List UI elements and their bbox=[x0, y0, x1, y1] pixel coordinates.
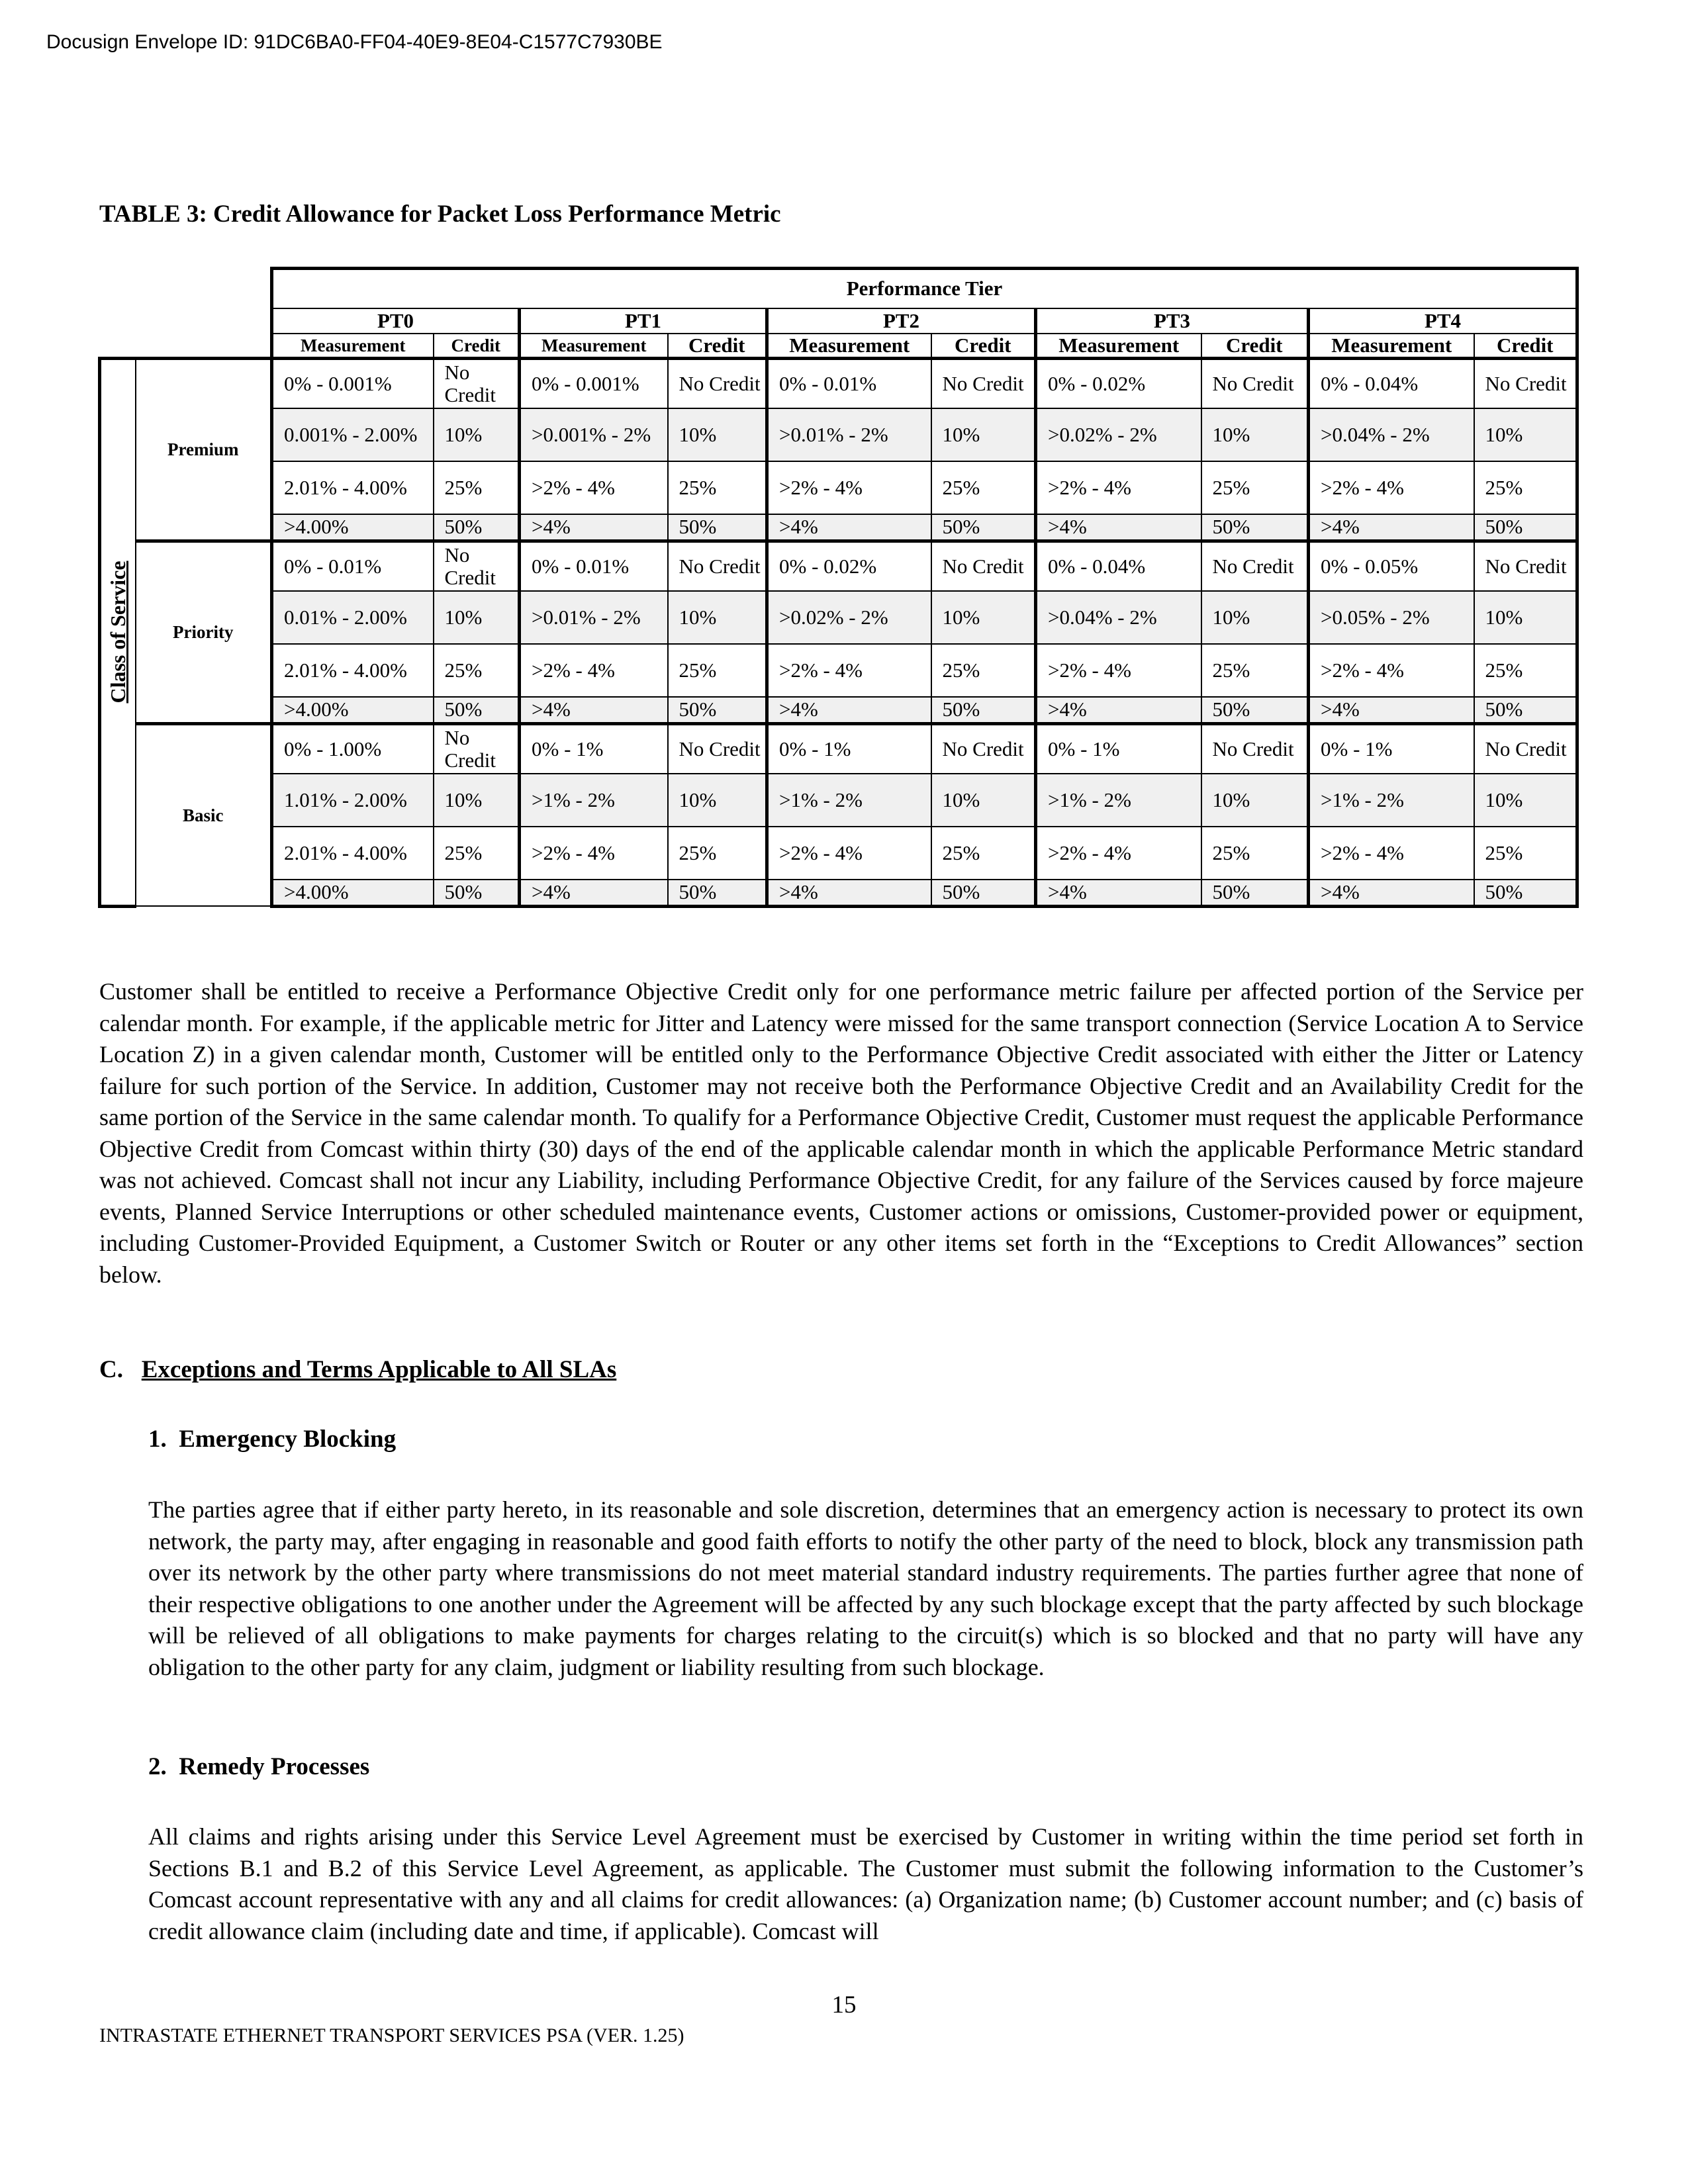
table-row bbox=[100, 358, 1577, 408]
credit-cell: 50% bbox=[1474, 880, 1577, 906]
measurement-cell: >1% - 2% bbox=[520, 774, 668, 827]
class-of-service-label bbox=[100, 358, 136, 906]
measurement-cell: 0% - 0.01% bbox=[272, 541, 434, 591]
measurement-cell: >4% bbox=[1036, 514, 1201, 541]
measurement-header: Measurement bbox=[272, 334, 434, 359]
measurement-cell: >2% - 4% bbox=[1036, 461, 1201, 514]
credit-cell: 50% bbox=[434, 880, 520, 906]
measurement-cell: >2% - 4% bbox=[520, 461, 668, 514]
credit-cell: 50% bbox=[1201, 880, 1309, 906]
credit-cell: 10% bbox=[668, 591, 767, 644]
measurement-cell: >0.01% - 2% bbox=[520, 591, 668, 644]
footer-document-name: INTRASTATE ETHERNET TRANSPORT SERVICES PSA (VER. 1.25) bbox=[99, 2025, 684, 2046]
measurement-cell: >2% - 4% bbox=[767, 644, 931, 697]
credit-cell: 10% bbox=[1201, 408, 1309, 461]
measurement-cell: 0% - 0.02% bbox=[1036, 358, 1201, 408]
emergency-blocking-heading bbox=[148, 1425, 396, 1454]
credit-cell: No Credit bbox=[434, 358, 520, 408]
credit-cell: 50% bbox=[1474, 697, 1577, 723]
measurement-cell: >0.04% - 2% bbox=[1309, 408, 1474, 461]
tier-header: PT3 bbox=[1036, 308, 1309, 334]
table-row bbox=[100, 697, 1577, 723]
class-name-priority: Priority bbox=[136, 541, 272, 723]
credit-header: Credit bbox=[931, 334, 1036, 359]
measurement-cell: 0% - 0.001% bbox=[272, 358, 434, 408]
measurement-cell: >4.00% bbox=[272, 514, 434, 541]
measurement-cell: 0% - 0.04% bbox=[1309, 358, 1474, 408]
credit-cell: 25% bbox=[434, 644, 520, 697]
credit-cell: 50% bbox=[434, 514, 520, 541]
credit-cell: No Credit bbox=[668, 541, 767, 591]
class-name-premium: Premium bbox=[136, 358, 272, 541]
measurement-cell: >4.00% bbox=[272, 697, 434, 723]
credit-cell: 25% bbox=[1474, 461, 1577, 514]
class-name-basic: Basic bbox=[136, 723, 272, 906]
credit-cell: 10% bbox=[1474, 591, 1577, 644]
measurement-cell: >2% - 4% bbox=[1036, 644, 1201, 697]
table-corner bbox=[100, 269, 272, 308]
table-row bbox=[100, 880, 1577, 906]
measurement-cell: 0% - 0.02% bbox=[767, 541, 931, 591]
credit-cell: 25% bbox=[1201, 827, 1309, 880]
credit-cell: 25% bbox=[1474, 644, 1577, 697]
credit-cell: 25% bbox=[668, 644, 767, 697]
remedy-processes-heading bbox=[148, 1752, 369, 1782]
credit-cell: No Credit bbox=[931, 358, 1036, 408]
credit-cell: No Credit bbox=[1201, 358, 1309, 408]
measurement-cell: >2% - 4% bbox=[520, 827, 668, 880]
measurement-cell: 0% - 0.01% bbox=[520, 541, 668, 591]
table-corner bbox=[100, 334, 272, 359]
measurement-cell: >4% bbox=[1036, 697, 1201, 723]
credit-header: Credit bbox=[1474, 334, 1577, 359]
credit-cell: 10% bbox=[931, 408, 1036, 461]
table-row bbox=[100, 514, 1577, 541]
credit-header: Credit bbox=[1201, 334, 1309, 359]
credit-cell: No Credit bbox=[668, 723, 767, 774]
measurement-cell: >2% - 4% bbox=[1309, 461, 1474, 514]
credit-cell: 10% bbox=[1474, 774, 1577, 827]
measurement-cell: >2% - 4% bbox=[1309, 827, 1474, 880]
measurement-cell: 0% - 0.01% bbox=[767, 358, 931, 408]
credit-cell: 25% bbox=[434, 827, 520, 880]
credit-cell: No Credit bbox=[931, 723, 1036, 774]
tier-header: PT0 bbox=[272, 308, 520, 334]
table-row bbox=[100, 461, 1577, 514]
table-row bbox=[100, 591, 1577, 644]
measurement-cell: >4% bbox=[1036, 880, 1201, 906]
tier-header: PT2 bbox=[767, 308, 1036, 334]
credit-cell: No Credit bbox=[931, 541, 1036, 591]
credit-cell: 25% bbox=[434, 461, 520, 514]
credit-cell: 10% bbox=[668, 774, 767, 827]
credit-cell: No Credit bbox=[1474, 723, 1577, 774]
measurement-header: Measurement bbox=[767, 334, 931, 359]
table-row bbox=[100, 774, 1577, 827]
measurement-cell: 0% - 0.001% bbox=[520, 358, 668, 408]
credit-allowance-table bbox=[98, 267, 1579, 908]
credit-cell: 10% bbox=[1201, 774, 1309, 827]
credit-cell: No Credit bbox=[1474, 541, 1577, 591]
measurement-cell: >4% bbox=[520, 514, 668, 541]
measurement-cell: >2% - 4% bbox=[767, 461, 931, 514]
measurement-header: Measurement bbox=[1309, 334, 1474, 359]
measurement-cell: 0% - 1% bbox=[1309, 723, 1474, 774]
credit-cell: No Credit bbox=[1201, 541, 1309, 591]
credit-cell: 25% bbox=[931, 461, 1036, 514]
credit-cell: 25% bbox=[1201, 461, 1309, 514]
performance-tier-header: Performance Tier bbox=[272, 269, 1577, 308]
emergency-blocking-paragraph: The parties agree that if either party hereto, in its reasonable and sole discretion, determines that an emergency action is necessary to protect its own network, the party may, after engaging in reasonable and good faith efforts to notify the other party of the need to block, block any transmission path over its network by the other party where transmissions do not meet material standard industry requirements. The parties further agree that none of their respective obligations to one another under the Agreement will be affected by any such blockage except that the party affected by such blockage will be relieved of all obligations to make payments for charges relating to the circuit(s) which is so blocked and that no party will have any obligation to the other party for any claim, judgment or liability resulting from such blockage. bbox=[148, 1496, 1583, 1680]
measurement-cell: >4% bbox=[767, 697, 931, 723]
table-row bbox=[100, 408, 1577, 461]
credit-cell: 50% bbox=[668, 514, 767, 541]
credit-header: Credit bbox=[434, 334, 520, 359]
table-title: TABLE 3: Credit Allowance for Packet Loss Performance Metric bbox=[99, 201, 781, 228]
tier-header: PT1 bbox=[520, 308, 767, 334]
measurement-cell: >1% - 2% bbox=[1309, 774, 1474, 827]
measurement-cell: 0% - 1% bbox=[1036, 723, 1201, 774]
measurement-header: Measurement bbox=[520, 334, 668, 359]
measurement-cell: 2.01% - 4.00% bbox=[272, 461, 434, 514]
measurement-cell: >4% bbox=[1309, 514, 1474, 541]
credit-cell: 25% bbox=[1201, 644, 1309, 697]
credit-cell: 50% bbox=[668, 880, 767, 906]
section-c-letter: C. bbox=[99, 1356, 123, 1383]
credit-cell: 50% bbox=[1201, 514, 1309, 541]
credit-cell: 50% bbox=[1474, 514, 1577, 541]
subsection-number: 2. bbox=[148, 1753, 167, 1780]
credit-cell: 25% bbox=[1474, 827, 1577, 880]
credit-cell: 10% bbox=[931, 591, 1036, 644]
measurement-cell: >2% - 4% bbox=[767, 827, 931, 880]
measurement-cell: >4% bbox=[520, 697, 668, 723]
credit-cell: 25% bbox=[668, 461, 767, 514]
credit-cell: 50% bbox=[931, 697, 1036, 723]
credit-cell: No Credit bbox=[434, 541, 520, 591]
envelope-id: Docusign Envelope ID: 91DC6BA0-FF04-40E9-8E04-C1577C7930BE bbox=[46, 31, 663, 53]
measurement-cell: >0.02% - 2% bbox=[1036, 408, 1201, 461]
credit-cell: No Credit bbox=[668, 358, 767, 408]
measurement-cell: 0.01% - 2.00% bbox=[272, 591, 434, 644]
credit-cell: No Credit bbox=[1474, 358, 1577, 408]
credit-cell: 50% bbox=[1201, 697, 1309, 723]
measurement-cell: >0.01% - 2% bbox=[767, 408, 931, 461]
credit-cell: 25% bbox=[668, 827, 767, 880]
page-number: 15 bbox=[831, 1991, 857, 2019]
credit-cell: No Credit bbox=[434, 723, 520, 774]
section-c-heading bbox=[99, 1355, 616, 1385]
measurement-cell: 0% - 1.00% bbox=[272, 723, 434, 774]
subsection-title: Remedy Processes bbox=[179, 1753, 370, 1780]
measurement-cell: >4% bbox=[767, 880, 931, 906]
measurement-cell: 2.01% - 4.00% bbox=[272, 827, 434, 880]
credit-cell: 25% bbox=[931, 827, 1036, 880]
measurement-cell: >2% - 4% bbox=[1309, 644, 1474, 697]
measurement-cell: >0.04% - 2% bbox=[1036, 591, 1201, 644]
measurement-header: Measurement bbox=[1036, 334, 1201, 359]
class-of-service-text: Class of Service bbox=[106, 561, 130, 704]
measurement-cell: 0% - 0.05% bbox=[1309, 541, 1474, 591]
subsection-title: Emergency Blocking bbox=[179, 1426, 397, 1453]
table-corner bbox=[100, 308, 272, 334]
credit-cell: 50% bbox=[668, 697, 767, 723]
measurement-cell: >2% - 4% bbox=[1036, 827, 1201, 880]
credit-header: Credit bbox=[668, 334, 767, 359]
measurement-cell: 0% - 1% bbox=[767, 723, 931, 774]
measurement-cell: >4% bbox=[520, 880, 668, 906]
section-c-title: Exceptions and Terms Applicable to All SLAs bbox=[141, 1356, 617, 1383]
measurement-cell: >1% - 2% bbox=[1036, 774, 1201, 827]
measurement-cell: >2% - 4% bbox=[520, 644, 668, 697]
table-row bbox=[100, 827, 1577, 880]
measurement-cell: >0.02% - 2% bbox=[767, 591, 931, 644]
tier-header: PT4 bbox=[1309, 308, 1577, 334]
credit-cell: 25% bbox=[931, 644, 1036, 697]
measurement-cell: 1.01% - 2.00% bbox=[272, 774, 434, 827]
credit-terms-paragraph: Customer shall be entitled to receive a Performance Objective Credit only for one performance metric failure per affected portion of the Service per calendar month. For example, if the applicable metric for Jitter and Latency were missed for the same transport connection (Service Location A to Service Location Z) in a given calendar month, Customer will be entitled only to the Performance Objective Credit associated with either the Jitter or Latency failure for such portion of the Service. In addition, Customer may not receive both the Performance Objective Credit and an Availability Credit for the same portion of the Service in the same calendar month. To qualify for a Performance Objective Credit, Customer must request the applicable Performance Objective Credit from Comcast within thirty (30) days of the end of the applicable calendar month in which the applicable Performance Metric standard was not achieved. Comcast shall not incur any Liability, including Performance Objective Credit, for any failure of the Services caused by force majeure events, Planned Service Interruptions or other scheduled maintenance events, Customer actions or omissions, Customer-provided power or equipment, including Customer-Provided Equipment, a Customer Switch or Router or any other items set forth in the “Exceptions to Credit Allowances” section below. bbox=[99, 978, 1583, 1288]
credit-cell: 50% bbox=[931, 514, 1036, 541]
measurement-cell: >0.001% - 2% bbox=[520, 408, 668, 461]
credit-cell: 10% bbox=[434, 408, 520, 461]
measurement-cell: >4% bbox=[1309, 697, 1474, 723]
credit-cell: 50% bbox=[434, 697, 520, 723]
credit-cell: No Credit bbox=[1201, 723, 1309, 774]
credit-cell: 50% bbox=[931, 880, 1036, 906]
credit-cell: 10% bbox=[1201, 591, 1309, 644]
measurement-cell: >4% bbox=[1309, 880, 1474, 906]
measurement-cell: 0% - 1% bbox=[520, 723, 668, 774]
remedy-processes-paragraph: All claims and rights arising under this Service Level Agreement must be exercised by Customer in writing within the time period set forth in Sections B.1 and B.2 of this Service Level Agreement, as applicable. The Customer must submit the following information to the Customer’s Comcast account representative with any and all claims for credit allowances: (a) Organization name; (b) Customer account number; and (c) basis of credit allowance claim (including date and time, if applicable). Comcast will bbox=[148, 1823, 1583, 1944]
credit-cell: 10% bbox=[434, 591, 520, 644]
measurement-cell: >4.00% bbox=[272, 880, 434, 906]
credit-allowance-table-container bbox=[98, 267, 1579, 908]
measurement-cell: 0% - 0.04% bbox=[1036, 541, 1201, 591]
table-row bbox=[100, 723, 1577, 774]
credit-cell: 10% bbox=[1474, 408, 1577, 461]
subsection-number: 1. bbox=[148, 1426, 167, 1453]
measurement-cell: 2.01% - 4.00% bbox=[272, 644, 434, 697]
credit-cell: 10% bbox=[668, 408, 767, 461]
table-row bbox=[100, 541, 1577, 591]
measurement-cell: >4% bbox=[767, 514, 931, 541]
measurement-cell: >1% - 2% bbox=[767, 774, 931, 827]
measurement-cell: >0.05% - 2% bbox=[1309, 591, 1474, 644]
measurement-cell: 0.001% - 2.00% bbox=[272, 408, 434, 461]
table-row bbox=[100, 644, 1577, 697]
credit-cell: 10% bbox=[434, 774, 520, 827]
credit-cell: 10% bbox=[931, 774, 1036, 827]
